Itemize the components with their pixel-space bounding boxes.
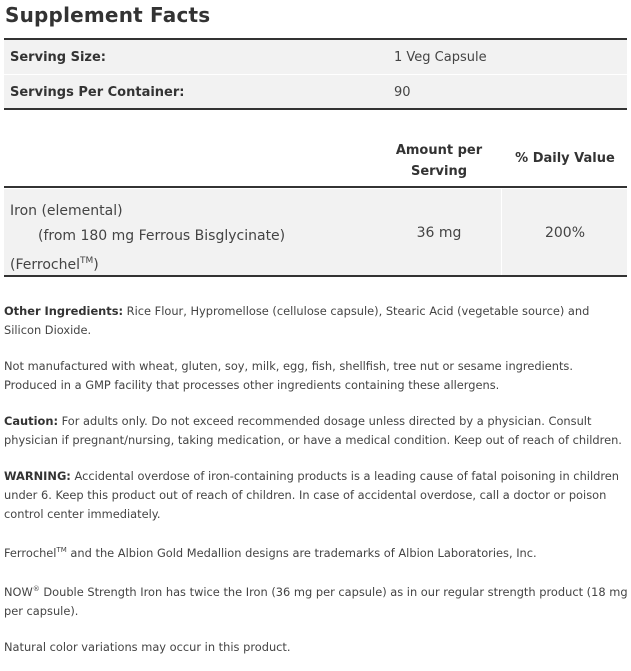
trademark-mark: TM bbox=[79, 256, 94, 266]
other-ingredients-text: Rice Flour, Hypromellose (cellulose capsule), Stearic Acid (vegetable source) and Silicon Dioxide. bbox=[4, 304, 590, 337]
label-notes bbox=[4, 302, 628, 671]
amount-header-line1: Amount per bbox=[395, 143, 483, 158]
nutrient-brand-text: (Ferrochel bbox=[10, 257, 80, 273]
serving-info-table bbox=[4, 38, 627, 110]
strength-text: Double Strength Iron has twice the Iron (36 mg per capsule) as in our regular strength product (18 mg per capsule). bbox=[4, 585, 628, 618]
amount-header-line2: Serving bbox=[410, 164, 468, 179]
other-ingredients-note bbox=[4, 302, 628, 340]
column-divider bbox=[501, 189, 502, 275]
page-title: Supplement Facts bbox=[5, 3, 211, 27]
nutrient-daily-value: 200% bbox=[544, 225, 586, 241]
trademark-brand: Ferrochel bbox=[4, 546, 57, 560]
warning-note bbox=[4, 467, 628, 524]
trademark-text: and the Albion Gold Medallion designs are trademarks of Albion Laboratories, Inc. bbox=[66, 546, 537, 560]
nutrient-table-header bbox=[4, 136, 627, 188]
other-ingredients-label: Other Ingredients: bbox=[4, 304, 124, 318]
strength-note bbox=[4, 580, 628, 621]
caution-text: For adults only. Do not exceed recommended dosage unless directed by a physician. Consult physician if pregnant/nursing, taking medication, or have a medical condition. Keep out of reach of children. bbox=[4, 414, 622, 447]
trademark-note bbox=[4, 541, 628, 563]
nutrient-row-iron bbox=[4, 189, 627, 277]
caution-note bbox=[4, 412, 628, 450]
nutrient-name-text: Iron (elemental) bbox=[10, 203, 123, 219]
nutrient-amount: 36 mg bbox=[416, 225, 462, 241]
servings-per-container-label: Servings Per Container: bbox=[10, 85, 185, 100]
servings-per-container-row bbox=[4, 74, 627, 108]
nutrient-name bbox=[10, 199, 285, 278]
serving-size-label: Serving Size: bbox=[10, 50, 107, 65]
nutrient-source: (from 180 mg Ferrous Bisglycinate) bbox=[38, 228, 286, 244]
now-brand: NOW bbox=[4, 585, 33, 599]
registered-mark: ® bbox=[32, 585, 40, 593]
serving-size-value: 1 Veg Capsule bbox=[394, 50, 487, 65]
servings-per-container-value: 90 bbox=[394, 85, 411, 100]
trademark-mark: TM bbox=[56, 546, 67, 554]
amount-per-serving-header bbox=[384, 140, 494, 182]
allergen-note: Not manufactured with wheat, gluten, soy, milk, egg, fish, shellfish, tree nut or sesame ingredients. Produced in a GMP facility that processes other ingredients containing these allergens. bbox=[4, 359, 573, 392]
nutrient-brand-close: ) bbox=[93, 257, 99, 273]
serving-size-row bbox=[4, 40, 627, 74]
daily-value-header: % Daily Value bbox=[515, 151, 615, 166]
color-variation-note: Natural color variations may occur in this product. bbox=[4, 640, 291, 654]
warning-label: WARNING: bbox=[4, 469, 71, 483]
nutrient-brand bbox=[10, 257, 99, 273]
caution-label: Caution: bbox=[4, 414, 58, 428]
warning-text: Accidental overdose of iron-containing products is a leading cause of fatal poisoning in children under 6. Keep this product out of reach of children. In case of accidental overdose, call a doctor or poison control center immediately. bbox=[4, 469, 620, 521]
